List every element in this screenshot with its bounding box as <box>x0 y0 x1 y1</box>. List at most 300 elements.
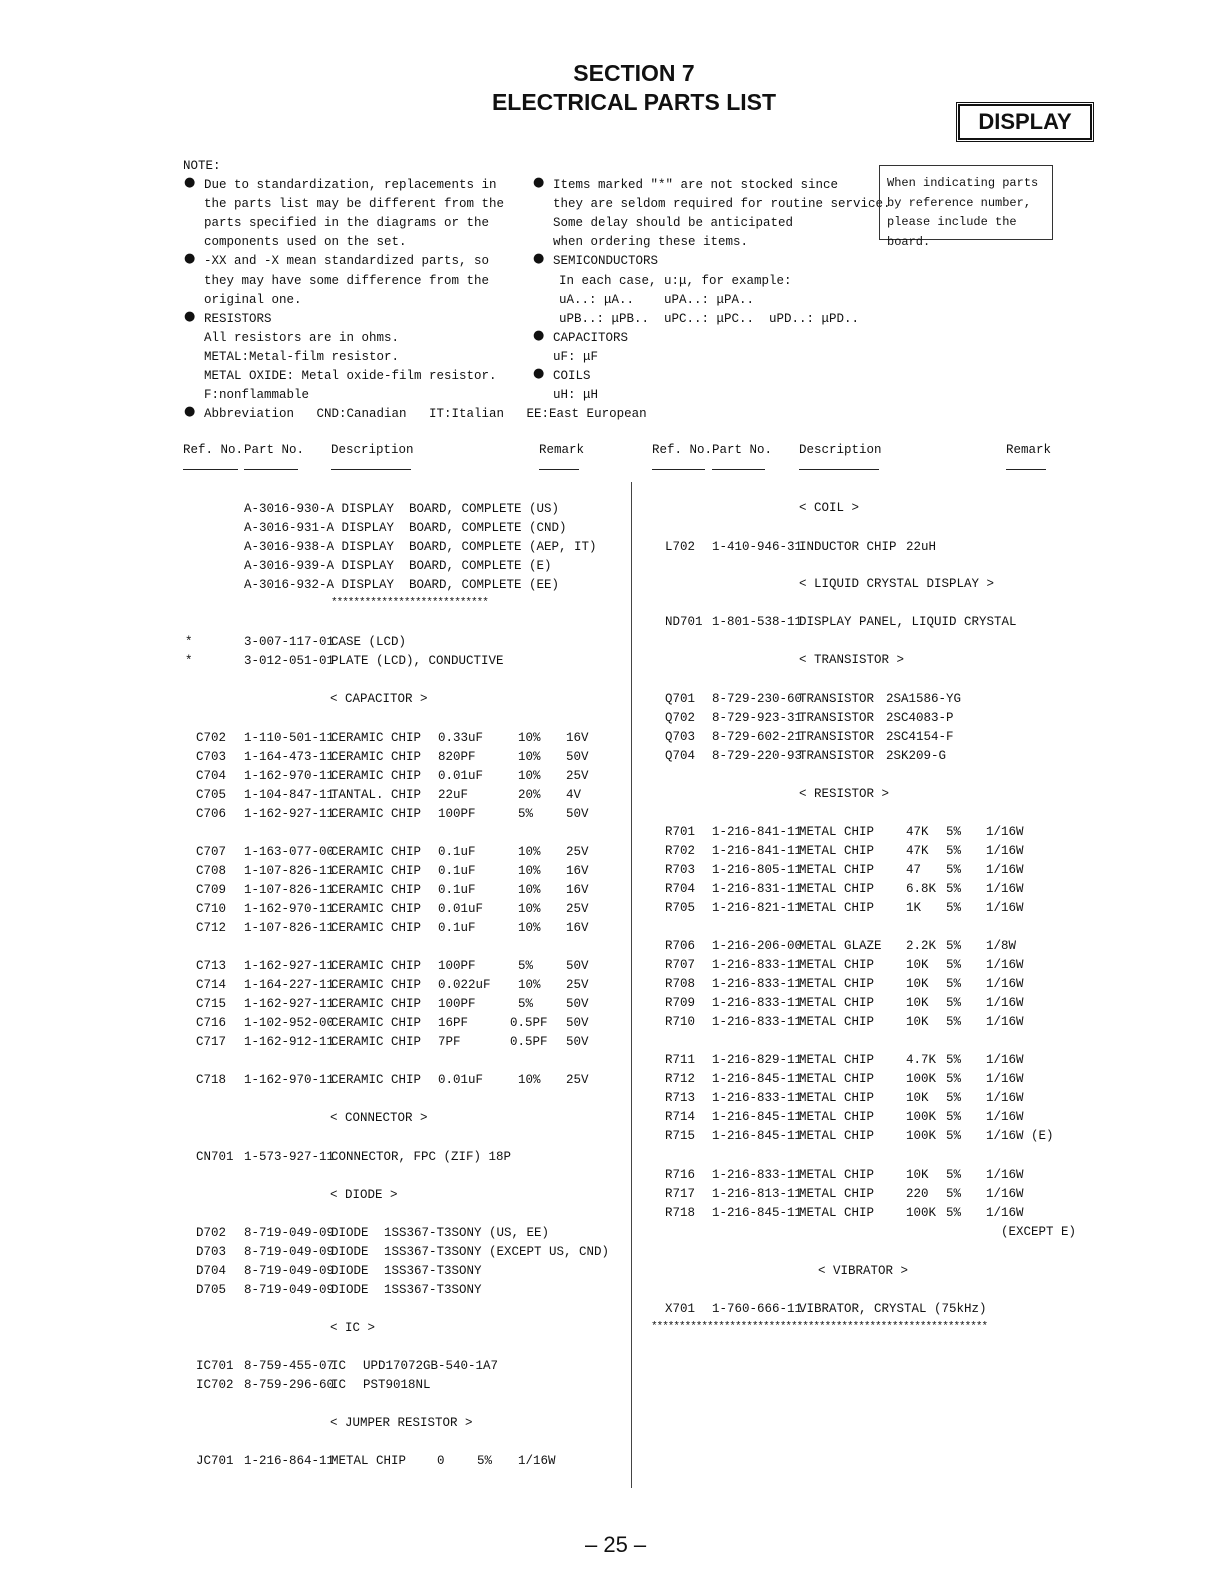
voltage: 50V <box>566 959 589 973</box>
star-mark: * <box>185 635 193 649</box>
description: CERAMIC CHIP <box>331 1035 422 1049</box>
voltage: 16V <box>566 864 589 878</box>
wattage: 1/16W <box>986 863 1024 877</box>
bullet-icon: ● <box>184 251 196 267</box>
part-no: 1-216-813-11 <box>712 1187 803 1201</box>
description: DIODE <box>331 1226 369 1240</box>
part-no: 1-410-946-31 <box>712 540 803 554</box>
wattage: 1/16W <box>986 1015 1024 1029</box>
value: 1SS367-T3SONY (EXCEPT US, CND) <box>384 1245 610 1260</box>
description: CERAMIC CHIP <box>331 921 422 935</box>
category-diode: < DIODE > <box>330 1188 398 1202</box>
description: DIODE <box>331 1245 369 1260</box>
part-no: 1-216-833-11 <box>712 1168 803 1182</box>
note-line: METAL:Metal-film resistor. <box>204 349 400 364</box>
part-no: 1-216-841-11 <box>712 825 803 839</box>
part-no: 1-162-927-11 <box>244 997 335 1011</box>
ref-no: C714 <box>196 978 227 992</box>
ref-no: D705 <box>196 1283 227 1298</box>
description: METAL CHIP <box>799 996 875 1010</box>
part-no: 1-216-845-11 <box>712 1072 803 1086</box>
tolerance: 5% <box>518 997 534 1011</box>
value: 10K <box>906 996 929 1010</box>
voltage: 25V <box>566 769 589 783</box>
ref-no: L702 <box>665 540 696 554</box>
ref-no: IC702 <box>196 1378 234 1393</box>
part-no: 1-162-912-11 <box>244 1035 335 1049</box>
wattage: 1/16W <box>986 977 1024 991</box>
part-no: 3-007-117-01 <box>244 635 335 649</box>
note-line: they are seldom required for routine service. <box>553 197 891 212</box>
ref-no: CN701 <box>196 1150 234 1164</box>
value: 0.1uF <box>438 921 476 935</box>
ref-no: R717 <box>665 1187 696 1201</box>
note-line: Abbreviation CND:Canadian IT:Italian EE:East European <box>204 407 647 422</box>
tolerance: 20% <box>518 788 541 802</box>
value: 100PF <box>438 959 476 973</box>
voltage: 25V <box>566 845 589 859</box>
ref-no: C713 <box>196 959 227 973</box>
wattage: 1/16W <box>986 958 1024 972</box>
value: 2SC4154-F <box>886 730 954 745</box>
note-line: Due to standardization, replacements in <box>204 178 497 192</box>
ref-no: R716 <box>665 1168 696 1182</box>
part-no: 1-162-927-11 <box>244 807 335 821</box>
tolerance: 10% <box>518 845 541 859</box>
description: METAL CHIP <box>799 844 875 858</box>
tolerance: 5% <box>946 1110 962 1124</box>
description: CASE (LCD) <box>331 635 407 649</box>
stars-separator: ************************************************************ <box>651 1321 988 1333</box>
board-title-box: DISPLAY <box>958 104 1092 140</box>
tolerance: 5% <box>946 1187 962 1201</box>
description: METAL CHIP <box>799 1053 875 1067</box>
description: METAL CHIP <box>799 882 875 896</box>
bullet-icon: ● <box>533 251 545 267</box>
tolerance: 5% <box>946 1206 962 1220</box>
category-connector: < CONNECTOR > <box>330 1111 428 1125</box>
description: TRANSISTOR <box>799 749 875 764</box>
ref-no: C708 <box>196 864 227 878</box>
header-underline <box>1006 469 1046 470</box>
description: METAL CHIP <box>799 1072 875 1086</box>
ref-no: C716 <box>196 1016 227 1030</box>
part-no: 8-729-602-21 <box>712 730 803 745</box>
note-line: components used on the set. <box>204 235 407 250</box>
description: CERAMIC CHIP <box>331 807 422 821</box>
value: 0.1uF <box>438 883 476 897</box>
ref-no: C709 <box>196 883 227 897</box>
voltage: 25V <box>566 1073 589 1087</box>
tolerance: 5% <box>946 996 962 1010</box>
column-header-remark: Remark <box>539 443 585 457</box>
value: 10K <box>906 977 929 991</box>
ref-no: C718 <box>196 1073 227 1087</box>
part-no: 1-216-841-11 <box>712 844 803 858</box>
part-no: 1-107-826-11 <box>244 921 335 935</box>
board-row: A-3016-938-A DISPLAY BOARD, COMPLETE (AEP, IT) <box>244 540 597 555</box>
description: METAL CHIP <box>799 1110 875 1124</box>
note-line: they may have some difference from the <box>204 273 490 288</box>
value: 1SS367-T3SONY (US, EE) <box>384 1226 550 1240</box>
ref-no: Q703 <box>665 730 696 745</box>
bullet-icon: ● <box>184 308 196 324</box>
ref-no: R711 <box>665 1053 696 1067</box>
part-no: 1-216-833-11 <box>712 996 803 1010</box>
part-no: 1-163-077-00 <box>244 845 335 859</box>
column-header-remark: Remark <box>1006 443 1052 457</box>
part-no: 8-719-049-09 <box>244 1264 335 1279</box>
voltage: 25V <box>566 978 589 992</box>
part-no: 3-012-051-01 <box>244 654 335 669</box>
value: 100K <box>906 1206 937 1220</box>
voltage: 50V <box>566 997 589 1011</box>
ref-no: Q701 <box>665 692 696 706</box>
part-no: 1-573-927-11 <box>244 1150 335 1164</box>
description: TRANSISTOR <box>799 730 875 745</box>
note-line: original one. <box>204 292 302 307</box>
wattage: 1/16W <box>986 1168 1024 1182</box>
part-no: 1-216-845-11 <box>712 1129 803 1143</box>
description: METAL CHIP <box>799 977 875 991</box>
category-transistor: < TRANSISTOR > <box>799 653 905 667</box>
section-number: SECTION 7 <box>573 60 695 86</box>
ref-no: R713 <box>665 1091 696 1105</box>
ref-no: C705 <box>196 788 227 802</box>
note-line: RESISTORS <box>204 311 272 326</box>
wattage: 1/16W <box>986 1206 1024 1220</box>
value: 22uF <box>438 788 469 802</box>
value: 100K <box>906 1110 937 1124</box>
value: 22uH <box>906 540 937 554</box>
note-line: COILS <box>553 369 591 383</box>
ref-no: R707 <box>665 958 696 972</box>
voltage: 16V <box>566 921 589 935</box>
ref-no: R706 <box>665 939 696 953</box>
voltage: 50V <box>566 807 589 821</box>
voltage: 16V <box>566 731 589 745</box>
wattage: 1/8W <box>986 939 1017 953</box>
column-header-ref: Ref. No. <box>652 443 713 457</box>
value: 10K <box>906 1091 929 1105</box>
description: PLATE (LCD), CONDUCTIVE <box>331 654 504 669</box>
ref-no: C710 <box>196 902 227 916</box>
value: 2.2K <box>906 939 937 953</box>
ref-no: R704 <box>665 882 696 896</box>
value: 16PF <box>438 1016 469 1030</box>
header-underline <box>244 469 298 470</box>
tolerance: 5% <box>946 1015 962 1029</box>
bullet-icon: ● <box>533 175 545 190</box>
wattage: 1/16W <box>986 901 1024 915</box>
ref-no: R715 <box>665 1129 696 1143</box>
header-underline <box>331 469 411 470</box>
part-no: 8-719-049-09 <box>244 1245 335 1260</box>
ref-no: C707 <box>196 845 227 859</box>
description: METAL CHIP <box>799 825 875 839</box>
part-no: 1-216-821-11 <box>712 901 803 915</box>
value: 100K <box>906 1072 937 1086</box>
tolerance: 5% <box>946 939 962 953</box>
value: 0.01uF <box>438 902 484 916</box>
value: 0.01uF <box>438 769 484 783</box>
ref-no: R702 <box>665 844 696 858</box>
value: 820PF <box>438 750 476 764</box>
voltage: 50V <box>566 1035 589 1049</box>
tolerance: 5% <box>477 1454 493 1468</box>
header-underline <box>183 469 238 470</box>
value: 0.33uF <box>438 731 484 745</box>
board-row: A-3016-939-A DISPLAY BOARD, COMPLETE (E) <box>244 559 552 574</box>
note-line: In each case, u:μ, for example: <box>559 273 792 288</box>
ref-no: C703 <box>196 750 227 764</box>
part-no: 1-107-826-11 <box>244 864 335 878</box>
description: METAL CHIP <box>799 1168 875 1182</box>
note-line: uPB..: μPB.. uPC..: μPC.. uPD..: μPD.. <box>559 311 860 326</box>
description: DISPLAY PANEL, LIQUID CRYSTAL <box>799 615 1017 629</box>
ref-no: R703 <box>665 863 696 877</box>
ref-no: R705 <box>665 901 696 915</box>
part-no: 1-216-833-11 <box>712 977 803 991</box>
category-coil: < COIL > <box>799 501 860 515</box>
page-number: – 25 – <box>585 1532 647 1557</box>
note-line: Some delay should be anticipated <box>553 216 794 231</box>
note-line: uF: μF <box>553 349 599 364</box>
part-no: 8-719-049-09 <box>244 1226 335 1240</box>
voltage: 50V <box>566 1016 589 1030</box>
part-no: 1-162-970-11 <box>244 769 335 783</box>
wattage: 1/16W <box>986 1187 1024 1201</box>
ref-no: JC701 <box>196 1454 234 1468</box>
bullet-icon: ● <box>184 175 196 190</box>
description: CERAMIC CHIP <box>331 750 422 764</box>
value: PST9018NL <box>363 1378 431 1393</box>
part-no: 1-104-847-11 <box>244 788 335 802</box>
ref-no: C715 <box>196 997 227 1011</box>
ref-no: D703 <box>196 1245 227 1260</box>
part-no: 1-801-538-11 <box>712 615 803 629</box>
note-line: CAPACITORS <box>553 330 629 345</box>
part-no: 1-162-927-11 <box>244 959 335 973</box>
note-line: -XX and -X mean standardized parts, so <box>204 254 490 269</box>
note-heading: NOTE: <box>183 159 221 173</box>
part-no: 1-110-501-11 <box>244 731 335 745</box>
voltage: 4V <box>566 788 582 802</box>
header-underline <box>712 469 765 470</box>
description: METAL CHIP <box>799 901 875 915</box>
wattage: 1/16W <box>518 1454 556 1468</box>
tolerance: 10% <box>518 1073 541 1087</box>
part-no: 1-162-970-11 <box>244 902 335 916</box>
ref-no: D704 <box>196 1264 227 1279</box>
note-line: METAL OXIDE: Metal oxide-film resistor. <box>204 369 497 383</box>
value: 4.7K <box>906 1053 937 1067</box>
description: CERAMIC CHIP <box>331 902 422 916</box>
note-line: parts specified in the diagrams or the <box>204 216 490 231</box>
voltage: 50V <box>566 750 589 764</box>
description: CERAMIC CHIP <box>331 978 422 992</box>
part-no: 1-216-864-11 <box>244 1454 335 1468</box>
value: 1SS367-T3SONY <box>384 1264 482 1279</box>
description: IC <box>331 1378 347 1393</box>
category-resistor: < RESISTOR > <box>799 787 890 801</box>
note-line: uA..: μA.. uPA..: μPA.. <box>559 292 755 307</box>
value: 10K <box>906 1015 929 1029</box>
column-divider <box>631 482 632 1488</box>
category-capacitor: < CAPACITOR > <box>330 692 428 706</box>
ref-no: R712 <box>665 1072 696 1086</box>
tolerance: 5% <box>946 1168 962 1182</box>
tolerance: 5% <box>946 1053 962 1067</box>
value: 0.01uF <box>438 1073 484 1087</box>
value: 1K <box>906 901 922 915</box>
tolerance: 5% <box>946 882 962 896</box>
ref-no: C704 <box>196 769 227 783</box>
note-box: When indicating parts by reference number, please include the board. <box>879 165 1053 240</box>
part-no: 1-216-833-11 <box>712 958 803 972</box>
description: CERAMIC CHIP <box>331 864 422 878</box>
value: 100PF <box>438 807 476 821</box>
description: CERAMIC CHIP <box>331 959 422 973</box>
tolerance: 10% <box>518 921 541 935</box>
tolerance: 10% <box>518 731 541 745</box>
description: CERAMIC CHIP <box>331 731 422 745</box>
description: METAL CHIP <box>799 1206 875 1220</box>
ref-no: ND701 <box>665 615 703 629</box>
part-no: 1-760-666-11 <box>712 1302 803 1316</box>
ref-no: R714 <box>665 1110 696 1124</box>
description: TANTAL. CHIP <box>331 788 422 802</box>
tolerance: 5% <box>946 1091 962 1105</box>
description: CERAMIC CHIP <box>331 769 422 783</box>
description: METAL CHIP <box>799 863 875 877</box>
board-row: A-3016-932-A DISPLAY BOARD, COMPLETE (EE) <box>244 578 560 593</box>
description: CONNECTOR, FPC (ZIF) 18P <box>331 1150 512 1164</box>
ref-no: C706 <box>196 807 227 821</box>
tolerance: 5% <box>946 901 962 915</box>
value: 6.8K <box>906 882 937 896</box>
part-no: 1-216-833-11 <box>712 1015 803 1029</box>
voltage: 16V <box>566 883 589 897</box>
ref-no: R718 <box>665 1206 696 1220</box>
column-header-desc: Description <box>799 443 882 457</box>
part-no: 1-216-845-11 <box>712 1206 803 1220</box>
value: UPD17072GB-540-1A7 <box>363 1359 499 1373</box>
value: 10K <box>906 1168 929 1182</box>
description: CERAMIC CHIP <box>331 997 422 1011</box>
header-underline <box>652 469 705 470</box>
tolerance: 0.5PF <box>510 1035 548 1049</box>
description: TRANSISTOR <box>799 692 875 706</box>
ref-no: C717 <box>196 1035 227 1049</box>
tolerance: 5% <box>518 807 534 821</box>
part-no: 1-216-833-11 <box>712 1091 803 1105</box>
category-ic: < IC > <box>330 1321 376 1335</box>
description: METAL CHIP <box>799 1091 875 1105</box>
note-line: All resistors are in ohms. <box>204 330 400 345</box>
tolerance: 5% <box>946 958 962 972</box>
part-no: 1-216-831-11 <box>712 882 803 896</box>
part-no: 1-164-227-11 <box>244 978 335 992</box>
value: 47 <box>906 863 922 877</box>
board-row: A-3016-931-A DISPLAY BOARD, COMPLETE (CND) <box>244 521 567 536</box>
value: 0.1uF <box>438 864 476 878</box>
part-no: 1-162-970-11 <box>244 1073 335 1087</box>
category-lcd: < LIQUID CRYSTAL DISPLAY > <box>799 577 995 591</box>
description: METAL CHIP <box>331 1454 407 1468</box>
header-underline <box>539 469 579 470</box>
wattage: 1/16W <box>986 1072 1024 1086</box>
value: 0.022uF <box>438 978 491 992</box>
bullet-icon: ● <box>184 404 196 420</box>
tolerance: 0.5PF <box>510 1016 548 1030</box>
wattage: 1/16W <box>986 882 1024 896</box>
value: 100PF <box>438 997 476 1011</box>
voltage: 25V <box>566 902 589 916</box>
description: DIODE <box>331 1264 369 1279</box>
page-title: ELECTRICAL PARTS LIST <box>491 89 777 115</box>
wattage: 1/16W <box>986 844 1024 858</box>
note-line: uH: μH <box>553 388 599 403</box>
part-no: 8-729-923-31 <box>712 711 803 726</box>
value: 2SA1586-YG <box>886 692 962 706</box>
description: METAL GLAZE <box>799 939 882 953</box>
value: 10K <box>906 958 929 972</box>
ref-no: R708 <box>665 977 696 991</box>
part-no: 8-729-230-60 <box>712 692 803 706</box>
description: METAL CHIP <box>799 958 875 972</box>
part-no: 1-164-473-11 <box>244 750 335 764</box>
star-mark: * <box>185 654 193 669</box>
remark-except-e: (EXCEPT E) <box>1001 1225 1077 1239</box>
column-header-ref: Ref. No. <box>183 443 244 457</box>
tolerance: 5% <box>518 959 534 973</box>
part-no: 8-759-296-60 <box>244 1378 335 1393</box>
part-no: 8-729-220-93 <box>712 749 803 764</box>
part-no: 8-759-455-07 <box>244 1359 335 1373</box>
note-line: when ordering these items. <box>553 235 749 250</box>
ref-no: X701 <box>665 1302 696 1316</box>
description: METAL CHIP <box>799 1015 875 1029</box>
ref-no: R701 <box>665 825 696 839</box>
description: TRANSISTOR <box>799 711 875 726</box>
tolerance: 10% <box>518 978 541 992</box>
part-no: 1-216-829-11 <box>712 1053 803 1067</box>
category-jumper-resistor: < JUMPER RESISTOR > <box>330 1416 473 1430</box>
part-no: 8-719-049-09 <box>244 1283 335 1298</box>
column-header-part: Part No. <box>712 443 773 457</box>
description: DIODE <box>331 1283 369 1298</box>
value: 100K <box>906 1129 937 1143</box>
tolerance: 5% <box>946 977 962 991</box>
value: 220 <box>906 1187 929 1201</box>
stars-separator: **************************** <box>331 597 488 609</box>
value: 0.1uF <box>438 845 476 859</box>
part-no: 1-107-826-11 <box>244 883 335 897</box>
note-line: the parts list may be different from the <box>204 197 505 212</box>
tolerance: 5% <box>946 825 962 839</box>
board-row: A-3016-930-A DISPLAY BOARD, COMPLETE (US) <box>244 502 560 516</box>
bullet-icon: ● <box>533 366 545 381</box>
wattage: 1/16W <box>986 996 1024 1010</box>
part-no: 1-102-952-00 <box>244 1016 335 1030</box>
value: 2SK209-G <box>886 749 947 764</box>
ref-no: C702 <box>196 731 227 745</box>
tolerance: 10% <box>518 883 541 897</box>
part-no: 1-216-845-11 <box>712 1110 803 1124</box>
tolerance: 10% <box>518 750 541 764</box>
part-no: 1-216-206-00 <box>712 939 803 953</box>
